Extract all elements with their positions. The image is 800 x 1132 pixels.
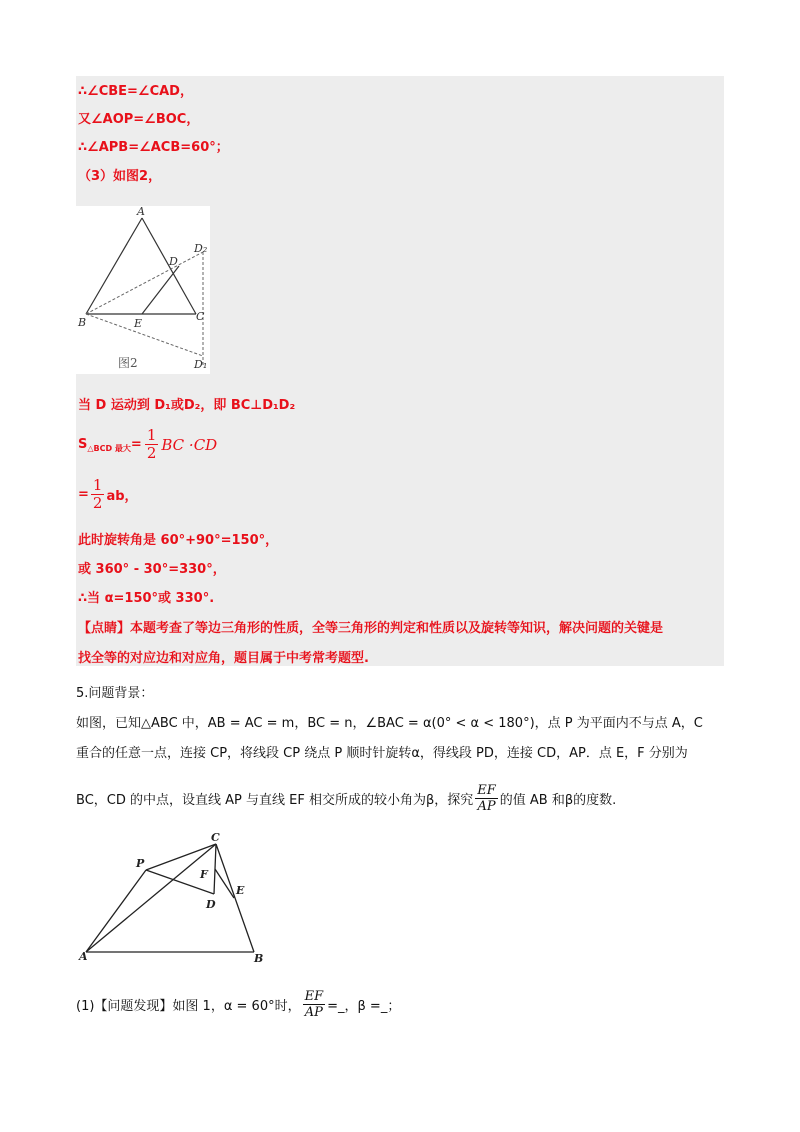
problem-text-2: 重合的任意一点，连接 CP，将线段 CP 绕点 P 顺时针旋转α，得线段 PD，连接 CD，AP．点 E，F 分别为 (76, 746, 688, 761)
fig1-label-f: F (200, 868, 208, 881)
question-1-frac-num: EF (304, 989, 324, 1004)
fig2-caption: 图2 (118, 356, 138, 370)
fig2-label-a: A (137, 206, 145, 218)
solution-line-10: ∴当 α=150°或 330°. (78, 591, 215, 606)
solution-line-5: 当 D 运动到 D₁或D₂，即 BC⊥D₁D₂ (78, 398, 296, 413)
area-subscript: △BCD 最大 (87, 444, 131, 453)
question-1-before: (1)【问题发现】如图 1，α = 60°时， (76, 999, 301, 1014)
fig2-label-d2: D₂ (194, 242, 208, 255)
problem-text-3 (76, 784, 616, 813)
fig2-label-b: B (78, 316, 87, 329)
figure-1 (76, 832, 276, 972)
fig1-label-c: C (211, 832, 220, 844)
fig2-label-e: E (134, 317, 143, 330)
solution-line-4: （3）如图2， (78, 169, 162, 184)
area-expression: BC ·CD (161, 435, 218, 454)
result-suffix: ab， (106, 489, 138, 504)
fig1-label-p: P (136, 857, 145, 870)
problem-text-3-before: BC，CD 的中点，设直线 AP 与直线 EF 相交所成的较小角为β，探究 (76, 793, 474, 808)
fig1-label-d: D (206, 898, 216, 911)
area-equals: = (130, 437, 142, 452)
solution-line-1: ∴∠CBE=∠CAD， (78, 84, 193, 99)
fig1-label-e: E (236, 884, 245, 897)
result-frac-num: 1 (92, 476, 103, 494)
solution-line-9: 或 360° - 30°=330°， (78, 562, 226, 577)
question-1-frac-den: AP (304, 1005, 323, 1020)
problem-fraction (475, 784, 498, 813)
area-s: S (78, 437, 88, 452)
question-1-fraction (303, 990, 326, 1019)
fig2-label-d: D (169, 255, 178, 268)
question-1 (76, 990, 400, 1019)
problem-frac-den: AP (477, 799, 496, 814)
fig2-label-c: C (196, 310, 205, 323)
area-fraction (145, 428, 159, 461)
fig1-label-a: A (79, 950, 88, 963)
problem-heading: 5.问题背景： (76, 686, 154, 701)
solution-line-2: 又∠AOP=∠BOC， (78, 112, 200, 127)
fig1-label-b: B (254, 952, 264, 965)
comment-line-2: 找全等的对应边和对应角，题目属于中考常考题型. (78, 651, 369, 666)
fig2-label-d1: D₁ (194, 358, 208, 371)
problem-frac-num: EF (477, 783, 496, 798)
problem-text-3-after: 的值 AB 和β的度数. (499, 793, 617, 808)
figure-2 (76, 206, 210, 374)
area-frac-num: 1 (146, 426, 157, 444)
solution-line-3: ∴∠APB=∠ACB=60°； (78, 140, 229, 155)
result-equals: = (78, 487, 89, 502)
area-result (78, 478, 138, 511)
result-frac-den: 2 (92, 494, 103, 512)
area-equation (78, 428, 217, 461)
solution-line-8: 此时旋转角是 60°+90°=150°， (78, 533, 279, 548)
problem-text-1: 如图，已知△ABC 中，AB = AC = m，BC = n，∠BAC = α(0° < α < 180°)，点 P 为平面内不与点 A，C (76, 716, 703, 731)
question-1-after: =_，β =_； (327, 999, 401, 1014)
result-fraction (91, 478, 105, 511)
comment-line-1: 【点睛】本题考查了等边三角形的性质，全等三角形的判定和性质以及旋转等知识，解决问题的关键是 (78, 621, 664, 636)
area-frac-den: 2 (146, 444, 157, 462)
